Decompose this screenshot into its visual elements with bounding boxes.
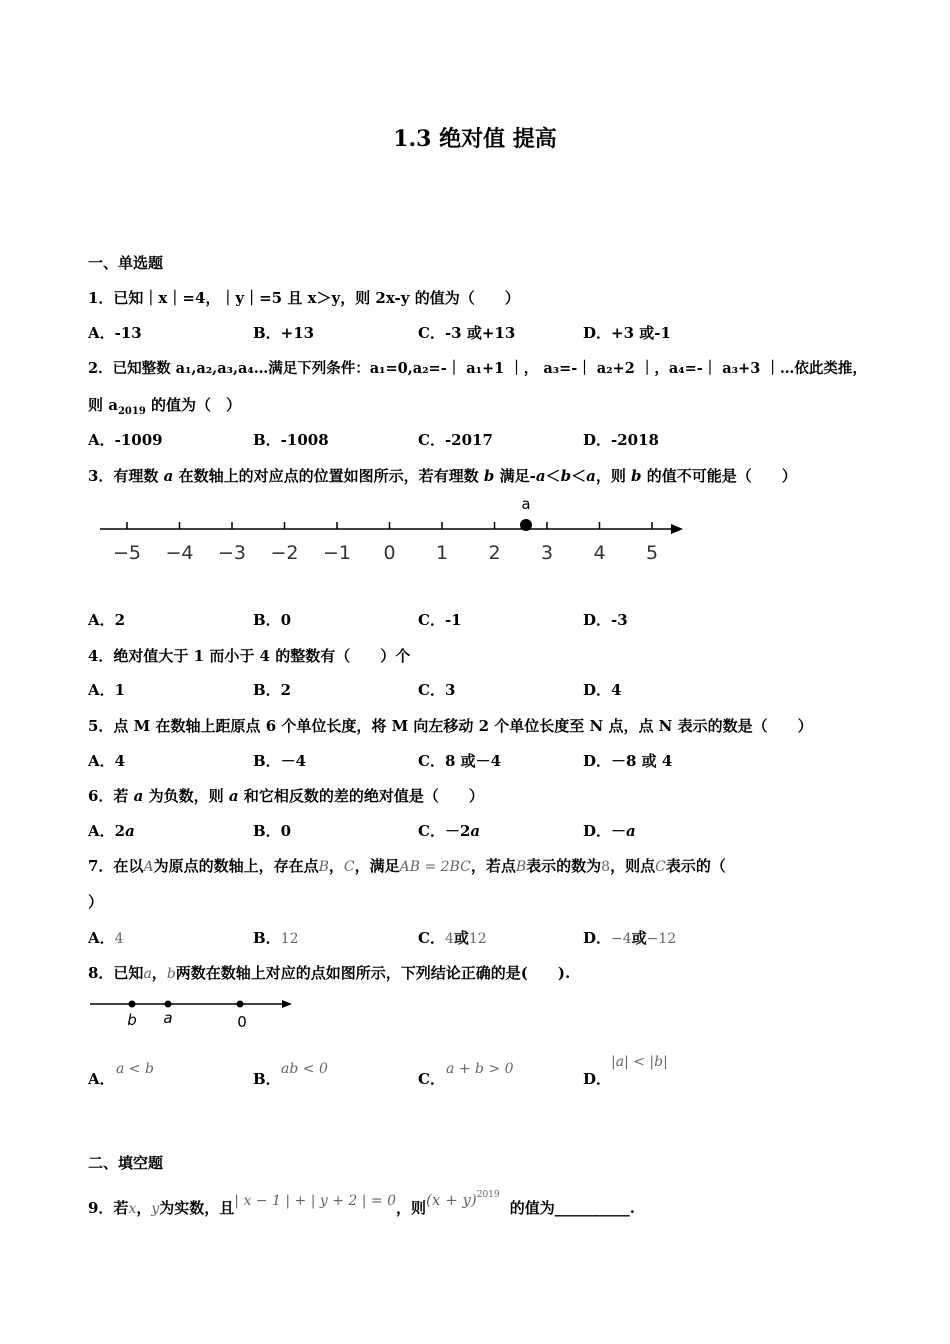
tick-label: 2	[488, 542, 501, 564]
q6-option-b: B．0	[253, 822, 292, 840]
section-heading-single-choice: 一、单选题	[88, 254, 164, 272]
q8-option-c-letter: C．	[418, 1070, 445, 1088]
point-b	[129, 1001, 136, 1008]
q8-option-c-math: a + b > 0	[446, 1061, 514, 1077]
point-a-marker	[520, 519, 532, 531]
point-a-label: a	[521, 495, 531, 513]
tick-label: 0	[383, 542, 396, 564]
question-2-line-1: 2．已知整数 a₁,a₂,a₃,a₄…满足下列条件：a₁=0,a₂=-｜ a₁+1 ｜， a₃=-｜ a₂+2 ｜，a₄=-｜ a₃+3 ｜…依此类推，	[88, 360, 867, 377]
tick-label: 1	[435, 542, 449, 564]
question-3: 3．有理数 a 在数轴上的对应点的位置如图所示，若有理数 b 满足-a＜b＜a，则 b 的值不可能是（ ）	[88, 467, 797, 485]
q1-option-a: A．-13	[88, 324, 142, 342]
number-line-arrow	[671, 524, 683, 534]
tick-label: 5	[645, 542, 659, 564]
q8-option-b-letter: B．	[253, 1070, 281, 1088]
q6-option-c: C．－2a	[418, 822, 481, 840]
q8-option-d-letter: D．	[583, 1070, 612, 1088]
question-7-line-2: ）	[88, 893, 104, 911]
label-b: b	[127, 1011, 137, 1029]
q6-option-d: D．－a	[583, 822, 636, 840]
q1-option-b: B．+13	[253, 324, 315, 342]
q5-option-d: D．－8 或 4	[583, 752, 673, 770]
q2-option-b: B．-1008	[253, 431, 329, 449]
question-4: 4．绝对值大于 1 而小于 4 的整数有（ ）个	[88, 647, 411, 665]
q8-option-a-math: a < b	[116, 1061, 154, 1077]
q5-option-b: B．－4	[253, 752, 307, 770]
tick-label: −5	[112, 542, 142, 564]
question-9: 9．若x，y为实数，且| x − 1 | + | y + 2 | = 0，则$(x + y)^{2019}$的值为__________.	[88, 1190, 635, 1217]
q3-option-d: D．-3	[583, 611, 628, 629]
question-8: 8．已知a，b两数在数轴上对应的点如图所示，下列结论正确的是( ).	[88, 964, 571, 982]
q3-option-c: C．-1	[418, 611, 462, 629]
q5-option-c: C．8 或－4	[418, 752, 502, 770]
q3-option-b: B．0	[253, 611, 292, 629]
q4-option-d: D．4	[583, 681, 622, 699]
ab-arrow	[282, 1000, 292, 1008]
number-line-ab-figure	[88, 992, 303, 1032]
q7-option-a: A．4	[88, 929, 124, 947]
point-a	[165, 1001, 172, 1008]
tick-label: 4	[593, 542, 606, 564]
question-5: 5．点 M 在数轴上距原点 6 个单位长度，将 M 向左移动 2 个单位长度至 N 点，点 N 表示的数是（ ）	[88, 717, 813, 735]
question-7-line-1: 7．在以A为原点的数轴上，存在点B，C，满足AB = 2BC，若点B表示的数为8，则点C表示的（	[88, 857, 726, 875]
point-zero	[237, 1001, 244, 1008]
tick-label: −3	[217, 542, 247, 564]
question-2-line-2: 则 $a_{2019}$ 的值为（ ）	[88, 396, 242, 417]
q7-option-d: D．−4或−12	[583, 929, 677, 947]
tick-label: −1	[322, 542, 352, 564]
q4-option-c: C．3	[418, 681, 456, 699]
tick-label: 3	[540, 542, 554, 564]
q6-option-a: A．2a	[88, 822, 135, 840]
q1-option-c: C．-3 或+13	[418, 324, 516, 342]
q7-option-b: B．12	[253, 929, 299, 947]
tick-label: −2	[270, 542, 299, 564]
label-zero: 0	[237, 1013, 247, 1031]
label-a: a	[163, 1009, 173, 1027]
question-1: 1．已知｜x｜=4，｜y｜=5 且 x＞y，则 2x-y 的值为（ ）	[88, 289, 520, 307]
number-line-figure	[95, 492, 695, 572]
q2-option-c: C．-2017	[418, 431, 493, 449]
q2-option-d: D．-2018	[583, 431, 659, 449]
q4-option-b: B．2	[253, 681, 292, 699]
q8-option-a-letter: A．	[88, 1070, 115, 1088]
q4-option-a: A．1	[88, 681, 126, 699]
q1-option-d: D．+3 或-1	[583, 324, 671, 342]
section-heading-fill-blank: 二、填空题	[88, 1154, 164, 1172]
q2-option-a: A．-1009	[88, 431, 163, 449]
q3-option-a: A．2	[88, 611, 126, 629]
q8-option-d-math: |a| < |b|	[611, 1054, 668, 1070]
q8-option-b-math: ab < 0	[281, 1061, 328, 1077]
page-title: 1.3 绝对值 提高	[393, 126, 557, 152]
q5-option-a: A．4	[88, 752, 126, 770]
question-6: 6．若 a 为负数，则 a 和它相反数的差的绝对值是（ ）	[88, 787, 484, 805]
q7-option-c: C．4或12	[418, 929, 487, 947]
tick-label: −4	[165, 542, 194, 564]
